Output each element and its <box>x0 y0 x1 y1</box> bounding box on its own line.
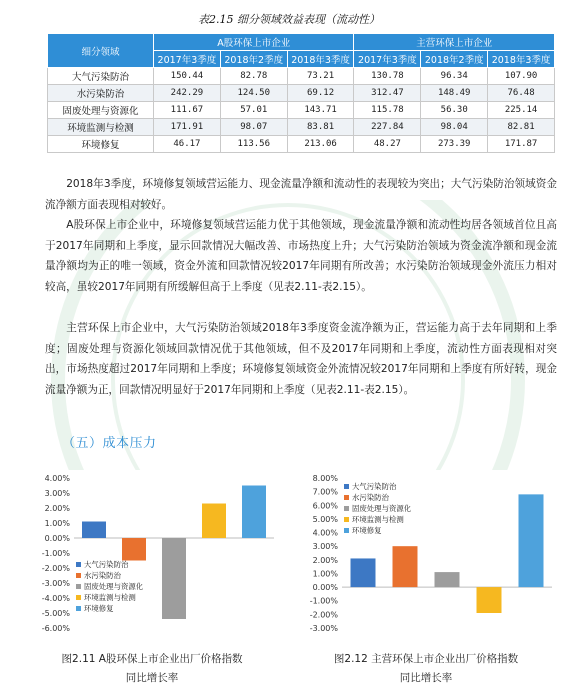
table-header-period: 2018年2季度 <box>220 51 287 68</box>
figure-caption-line2: 同比增长率 <box>399 672 453 684</box>
legend-swatch <box>76 595 81 600</box>
bar <box>162 538 186 619</box>
legend-label: 水污染防治 <box>84 571 121 580</box>
table-header-period: 2018年2季度 <box>421 51 488 68</box>
legend-swatch <box>344 528 349 533</box>
legend-label: 环境修复 <box>352 526 382 535</box>
row-label: 环境修复 <box>48 136 154 153</box>
table-cell: 83.81 <box>287 119 354 136</box>
table-cell: 111.67 <box>154 102 221 119</box>
y-tick-label: 8.00% <box>312 474 338 483</box>
y-tick-label: 1.00% <box>312 569 338 579</box>
section-title: （五）成本压力 <box>62 436 157 451</box>
table-cell: 46.17 <box>154 136 221 153</box>
table-header-group-a: A股环保上市企业 <box>154 34 354 51</box>
table-header-group-main: 主营环保上市企业 <box>354 34 555 51</box>
legend-label: 环境监测与检测 <box>352 515 404 524</box>
table-cell: 107.90 <box>488 68 555 85</box>
table-cell: 143.71 <box>287 102 354 119</box>
legend-label: 环境监测与检测 <box>84 593 136 602</box>
table-cell: 82.78 <box>220 68 287 85</box>
y-tick-label: 3.00% <box>44 489 70 498</box>
y-tick-label: -3.00% <box>41 579 70 588</box>
bar <box>202 504 226 539</box>
table-cell: 113.56 <box>220 136 287 153</box>
y-tick-label: -3.00% <box>309 624 338 633</box>
table-cell: 69.12 <box>287 85 354 102</box>
paragraph-summary: 2018年3季度，环境修复领域营运能力、现金流量净额和流动性的表现较为突出；大气污染防治领域资金流净额方面表现相对较好。 <box>45 178 557 211</box>
table-header-period: 2018年3季度 <box>287 51 354 68</box>
legend-swatch <box>76 562 81 567</box>
table-cell: 227.84 <box>354 119 421 136</box>
figure-caption-2-12 <box>296 650 556 688</box>
figure-caption-line1: 图2.12 主营环保上市企业出厂价格指数 <box>333 653 519 665</box>
chart-main-business-price-index <box>296 466 558 641</box>
paragraph-main-business: 主营环保上市企业中，大气污染防治领域2018年3季度资金流净额为正，营运能力高于去年同期和上季度；固废处理与资源化领域回款情况优于其他领域，但不及2017年同期和上季度，流动性方面表现相对突出，市场热度超过2017年同期和上季度；环境修复领域资金外流情况较2017年同期和上季度有所好转，现金流量净额为正，回款情况明显好于2017年同期和上季度（见表2.11-表2.15）。 <box>45 322 557 396</box>
y-tick-label: -2.00% <box>309 610 338 620</box>
table-header-period: 2017年3季度 <box>154 51 221 68</box>
y-tick-label: -2.00% <box>41 564 70 573</box>
table-cell: 124.50 <box>220 85 287 102</box>
legend-label: 水污染防治 <box>352 493 389 502</box>
y-tick-label: 3.00% <box>312 542 338 552</box>
bar <box>82 522 106 539</box>
efficiency-table <box>47 33 555 153</box>
figure-caption-2-11 <box>22 650 282 688</box>
table-cell: 73.21 <box>287 68 354 85</box>
table-header-period: 2018年3季度 <box>488 51 555 68</box>
table-cell: 98.04 <box>421 119 488 136</box>
table-cell: 48.27 <box>354 136 421 153</box>
chart-a-share-price-index <box>30 466 280 641</box>
bar <box>122 538 146 561</box>
y-tick-label: 4.00% <box>312 528 338 538</box>
y-tick-label: 0.00% <box>312 583 338 593</box>
table-cell: 150.44 <box>154 68 221 85</box>
table-row <box>48 119 555 136</box>
table-header-domain: 细分领域 <box>48 34 154 68</box>
y-tick-label: 4.00% <box>44 474 70 483</box>
table-cell: 273.39 <box>421 136 488 153</box>
table-cell: 76.48 <box>488 85 555 102</box>
table-cell: 312.47 <box>354 85 421 102</box>
y-tick-label: -6.00% <box>41 624 70 633</box>
legend-swatch <box>76 584 81 589</box>
table-cell: 115.78 <box>354 102 421 119</box>
table-cell: 242.29 <box>154 85 221 102</box>
y-tick-label: -1.00% <box>309 596 338 606</box>
table-row <box>48 102 555 119</box>
row-label: 固废处理与资源化 <box>48 102 154 119</box>
y-tick-label: 2.00% <box>44 504 70 513</box>
table-row <box>48 136 555 153</box>
legend-label: 固废处理与资源化 <box>84 582 144 591</box>
bar <box>435 572 460 587</box>
y-tick-label: -5.00% <box>41 609 70 618</box>
table-cell: 171.91 <box>154 119 221 136</box>
bar <box>519 494 544 587</box>
table-cell: 130.78 <box>354 68 421 85</box>
table-cell: 96.34 <box>421 68 488 85</box>
table-cell: 225.14 <box>488 102 555 119</box>
figure-caption-line1: 图2.11 A股环保上市企业出厂价格指数 <box>61 653 243 665</box>
bar <box>351 558 376 587</box>
table-cell: 213.06 <box>287 136 354 153</box>
figure-caption-line2: 同比增长率 <box>125 672 179 684</box>
table-cell: 57.01 <box>220 102 287 119</box>
legend-swatch <box>344 495 349 500</box>
y-tick-label: 1.00% <box>44 519 70 528</box>
legend-swatch <box>344 484 349 489</box>
row-label: 水污染防治 <box>48 85 154 102</box>
paragraph-a-share: A股环保上市企业中，环境修复领域营运能力优于其他领域，现金流量净额和流动性均居各领域首位且高于2017年同期和上季度，显示回款情况大幅改善、市场热度上升；大气污染防治领域为资金流净额和现金流量净额均为正的唯一领域，资金外流和回款情况较2017年同期有所改善；水污染防治领域现金外流压力相对较高，虽较2017年同期有所缓解但高于上季度（见表2.11-表2.15）。 <box>45 219 557 293</box>
table-cell: 171.87 <box>488 136 555 153</box>
y-tick-label: 6.00% <box>312 501 338 511</box>
legend-label: 大气污染防治 <box>352 482 397 491</box>
legend-swatch <box>344 517 349 522</box>
legend-swatch <box>76 606 81 611</box>
bar <box>393 546 418 587</box>
table-cell: 148.49 <box>421 85 488 102</box>
bar <box>477 587 502 613</box>
legend-swatch <box>344 506 349 511</box>
table-row <box>48 68 555 85</box>
table-header-period: 2017年3季度 <box>354 51 421 68</box>
table-row <box>48 85 555 102</box>
y-tick-label: 7.00% <box>312 487 338 497</box>
table-cell: 98.07 <box>220 119 287 136</box>
y-tick-label: -1.00% <box>41 549 70 558</box>
legend-label: 大气污染防治 <box>84 560 129 569</box>
table-cell: 56.30 <box>421 102 488 119</box>
legend-label: 环境修复 <box>84 604 114 613</box>
y-tick-label: -4.00% <box>41 594 70 603</box>
legend-label: 固废处理与资源化 <box>352 504 412 513</box>
y-tick-label: 5.00% <box>312 514 338 524</box>
bar <box>242 486 266 539</box>
y-tick-label: 0.00% <box>44 534 70 543</box>
row-label: 大气污染防治 <box>48 68 154 85</box>
table-caption: 表2.15 细分领域效益表现（流动性） <box>198 13 380 26</box>
y-tick-label: 2.00% <box>312 555 338 565</box>
row-label: 环境监测与检测 <box>48 119 154 136</box>
legend-swatch <box>76 573 81 578</box>
table-cell: 82.81 <box>488 119 555 136</box>
